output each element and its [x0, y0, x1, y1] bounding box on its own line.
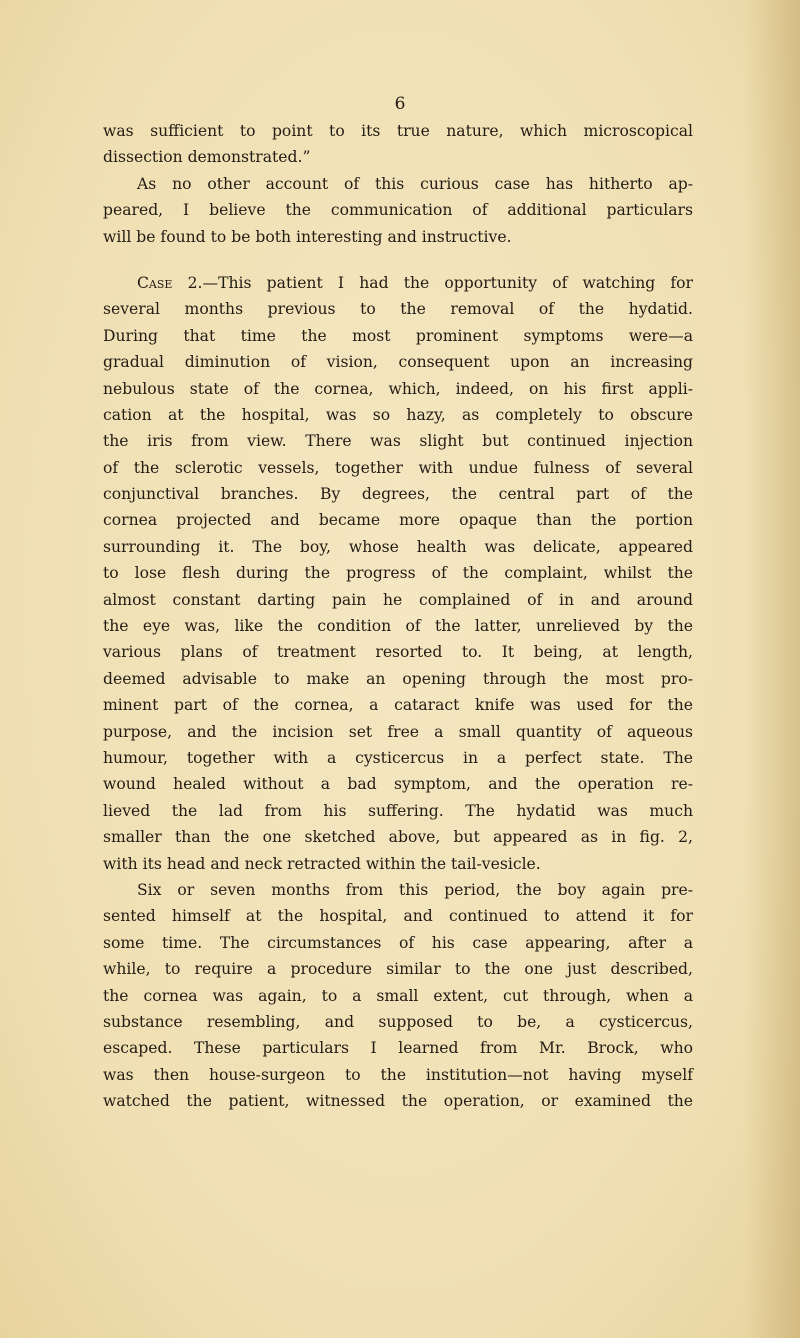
text-line: almost constant darting pain he complained of in and around [103, 590, 693, 609]
text-line: substance resembling, and supposed to be, a cysticercus, [103, 1012, 693, 1031]
text-line: humour, together with a cysticercus in a perfect state. The [103, 748, 693, 767]
paragraph-introduction [103, 171, 693, 250]
text-line: the cornea was again, to a small extent, cut through, when a [103, 986, 693, 1005]
text-line: of the sclerotic vessels, together with undue fulness of several [103, 458, 693, 477]
text-line: was sufficient to point to its true nature, which microscopical [103, 122, 693, 140]
text-line: was then house-surgeon to the institution—not having myself [103, 1065, 693, 1084]
text-line: Six or seven months from this period, the boy again pre- [137, 880, 693, 899]
text-line: surrounding it. The boy, whose health was delicate, appeared [103, 537, 693, 556]
text-line: nebulous state of the cornea, which, indeed, on his first appli- [103, 379, 693, 398]
page-number: 6 [394, 94, 406, 114]
text-line: conjunctival branches. By degrees, the central part of the [103, 485, 693, 504]
text-line: while, to require a procedure similar to the one just described, [103, 960, 693, 979]
paragraph-continuation [103, 118, 693, 171]
text-line: to lose flesh during the progress of the complaint, whilst the [103, 564, 693, 583]
text-line: peared, I believe the communication of additional particulars [103, 201, 693, 220]
text-line: minent part of the cornea, a cataract knife was used for the [103, 696, 693, 715]
text-line: watched the patient, witnessed the operation, or examined the [103, 1092, 693, 1111]
text-line: several months previous to the removal of the hydatid. [103, 300, 693, 319]
text-line: purpose, and the incision set free a small quantity of aqueous [103, 722, 693, 741]
text-line: deemed advisable to make an opening through the most pro- [103, 669, 693, 688]
case-first-line: —This patient I had the opportunity of watching for [202, 273, 693, 292]
text-line: escaped. These particulars I learned from Mr. Brock, who [103, 1039, 693, 1058]
text-line: gradual diminution of vision, consequent upon an increasing [103, 353, 693, 372]
paragraph-case-2 [103, 270, 693, 877]
text-line: smaller than the one sketched above, but appeared as in fig. 2, [103, 828, 693, 847]
text-line: sented himself at the hospital, and continued to attend it for [103, 907, 693, 926]
text-line: wound healed without a bad symptom, and the operation re- [103, 775, 693, 794]
text-line: will be found to be both interesting and instructive. [103, 227, 512, 246]
text-line: cornea projected and became more opaque than the portion [103, 511, 693, 530]
section-gap [103, 250, 693, 270]
text-line: cation at the hospital, was so hazy, as completely to obscure [103, 405, 693, 424]
body-text [103, 118, 693, 1114]
text-line: some time. The circumstances of his case appearing, after a [103, 933, 693, 952]
text-line: As no other account of this curious case has hitherto ap- [137, 174, 693, 193]
text-line: dissection demonstrated.” [103, 148, 311, 167]
case-label: Case 2. [137, 273, 203, 292]
text-line: with its head and neck retracted within the tail-vesicle. [103, 854, 541, 873]
text-line: lieved the lad from his suffering. The hydatid was much [103, 801, 693, 820]
paragraph-follow-up [103, 877, 693, 1115]
text-line: During that time the most prominent symptoms were—a [103, 326, 693, 345]
text-line: the iris from view. There was slight but continued injection [103, 432, 693, 451]
text-line: various plans of treatment resorted to. It being, at length, [103, 643, 693, 662]
text-line [103, 270, 693, 296]
text-line: the eye was, like the condition of the latter, unrelieved by the [103, 617, 693, 636]
